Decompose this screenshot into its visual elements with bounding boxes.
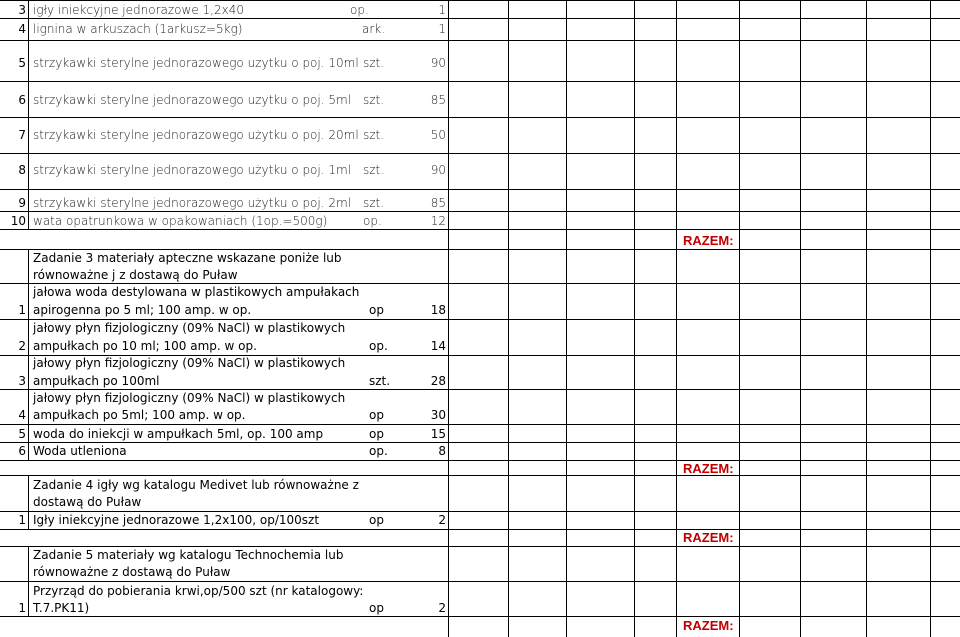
row-number: 1 bbox=[18, 601, 26, 615]
item-quantity: 1 bbox=[438, 22, 446, 36]
item-description: jałowy płyn fizjologiczny (09% NaCl) w plastikowych bbox=[33, 321, 346, 335]
item-quantity: 18 bbox=[430, 303, 446, 317]
item-quantity: 1 bbox=[438, 3, 446, 17]
item-quantity: 90 bbox=[430, 56, 446, 70]
item-quantity: 12 bbox=[430, 214, 446, 228]
row-number: 4 bbox=[18, 22, 26, 36]
item-description: ampułkach po 100ml bbox=[33, 374, 160, 388]
row-number: 4 bbox=[18, 408, 26, 422]
item-description: strzykawki sterylne jednorazowego użytku o poj. 20ml bbox=[33, 128, 359, 142]
row-number: 9 bbox=[18, 196, 26, 210]
item-quantity: 14 bbox=[430, 339, 446, 353]
item-unit: szt. bbox=[363, 163, 385, 177]
row-number: 5 bbox=[18, 427, 26, 441]
item-quantity: 15 bbox=[430, 427, 446, 441]
row-number: 10 bbox=[10, 214, 26, 228]
item-quantity: 28 bbox=[430, 374, 446, 388]
section-title: równoważne z dostawą do Puław bbox=[33, 565, 231, 579]
row-number: 3 bbox=[18, 374, 26, 388]
section-title: Zadanie 5 materiały wg katalogu Technochemia lub bbox=[33, 548, 344, 562]
item-unit: op bbox=[369, 303, 384, 317]
item-quantity: 50 bbox=[430, 128, 446, 142]
item-description: T.7.PK11) bbox=[33, 601, 90, 615]
item-description: Woda utleniona bbox=[33, 444, 127, 458]
item-description: strzykawki sterylne jednorazowego uzytku o poj. 10ml bbox=[33, 56, 359, 70]
razem-label: RAZEM: bbox=[683, 233, 734, 248]
item-description: jałowy płyn fizjologiczny (09% NaCl) w plastikowych bbox=[33, 391, 346, 405]
item-unit: op bbox=[369, 601, 384, 615]
item-description: Igły iniekcyjne jednorazowe 1,2x100, op/100szt bbox=[33, 513, 320, 527]
item-unit: op. bbox=[369, 444, 388, 458]
section-title: równoważne j z dostawą do Puław bbox=[33, 268, 238, 282]
row-number: 1 bbox=[18, 513, 26, 527]
item-quantity: 30 bbox=[430, 408, 446, 422]
item-description: jałowy płyn fizjologiczny (09% NaCl) w plastikowych bbox=[33, 356, 346, 370]
item-unit: op bbox=[369, 513, 384, 527]
item-unit: szt. bbox=[363, 128, 385, 142]
row-number: 3 bbox=[18, 3, 26, 17]
item-unit: szt. bbox=[369, 374, 391, 388]
item-unit: szt. bbox=[363, 93, 385, 107]
item-quantity: 90 bbox=[430, 163, 446, 177]
item-description: woda do iniekcji w ampułkach 5ml, op. 100 amp bbox=[33, 427, 324, 441]
item-description: Przyrząd do pobierania krwi,op/500 szt (nr katalogowy: bbox=[33, 584, 364, 598]
item-unit: szt. bbox=[363, 56, 385, 70]
row-number: 1 bbox=[18, 303, 26, 317]
item-unit: ark. bbox=[362, 22, 386, 36]
item-unit: op bbox=[369, 408, 384, 422]
item-quantity: 2 bbox=[438, 513, 446, 527]
item-description: wata opatrunkowa w opakowaniach (1op.=500g) bbox=[33, 214, 328, 228]
item-description: lignina w arkuszach (1arkusz=5kg) bbox=[33, 22, 243, 36]
item-unit: op. bbox=[363, 214, 382, 228]
item-description: apirogenna po 5 ml; 100 amp. w op. bbox=[33, 303, 252, 317]
item-quantity: 85 bbox=[430, 196, 446, 210]
razem-label: RAZEM: bbox=[683, 530, 734, 545]
item-unit: op. bbox=[369, 339, 388, 353]
row-number: 6 bbox=[18, 93, 26, 107]
item-description: strzykawki sterylne jednorazowego użytku o poj. 2ml bbox=[33, 196, 352, 210]
section-title: Zadanie 3 materiały apteczne wskazane poniże lub bbox=[33, 251, 342, 265]
item-description: jałowa woda destylowana w plastikowych ampułakach bbox=[33, 285, 360, 299]
item-quantity: 8 bbox=[438, 444, 446, 458]
item-description: strzykawki sterylne jednorazowego uzytku o poj. 5ml bbox=[33, 93, 352, 107]
item-description: ampułkach po 10 ml; 100 amp. w op. bbox=[33, 339, 257, 353]
item-quantity: 2 bbox=[438, 601, 446, 615]
item-unit: op bbox=[369, 427, 384, 441]
item-description: igły iniekcyjne jednorazowe 1,2x40 bbox=[33, 3, 244, 17]
item-unit: szt. bbox=[363, 196, 385, 210]
section-title: Zadanie 4 igły wg katalogu Medivet lub równoważne z bbox=[33, 478, 359, 492]
row-number: 8 bbox=[18, 163, 26, 177]
razem-label: RAZEM: bbox=[683, 461, 734, 476]
row-number: 6 bbox=[18, 444, 26, 458]
row-number: 5 bbox=[18, 56, 26, 70]
item-description: ampułkach po 5ml; 100 amp. w op. bbox=[33, 408, 246, 422]
razem-label: RAZEM: bbox=[683, 618, 734, 633]
row-number: 7 bbox=[18, 128, 26, 142]
row-number: 2 bbox=[18, 339, 26, 353]
item-quantity: 85 bbox=[430, 93, 446, 107]
item-description: strzykawki sterylne jednorazowego użytku o poj. 1ml bbox=[33, 163, 352, 177]
item-unit: op. bbox=[350, 3, 369, 17]
section-title: dostawą do Puław bbox=[33, 495, 142, 509]
